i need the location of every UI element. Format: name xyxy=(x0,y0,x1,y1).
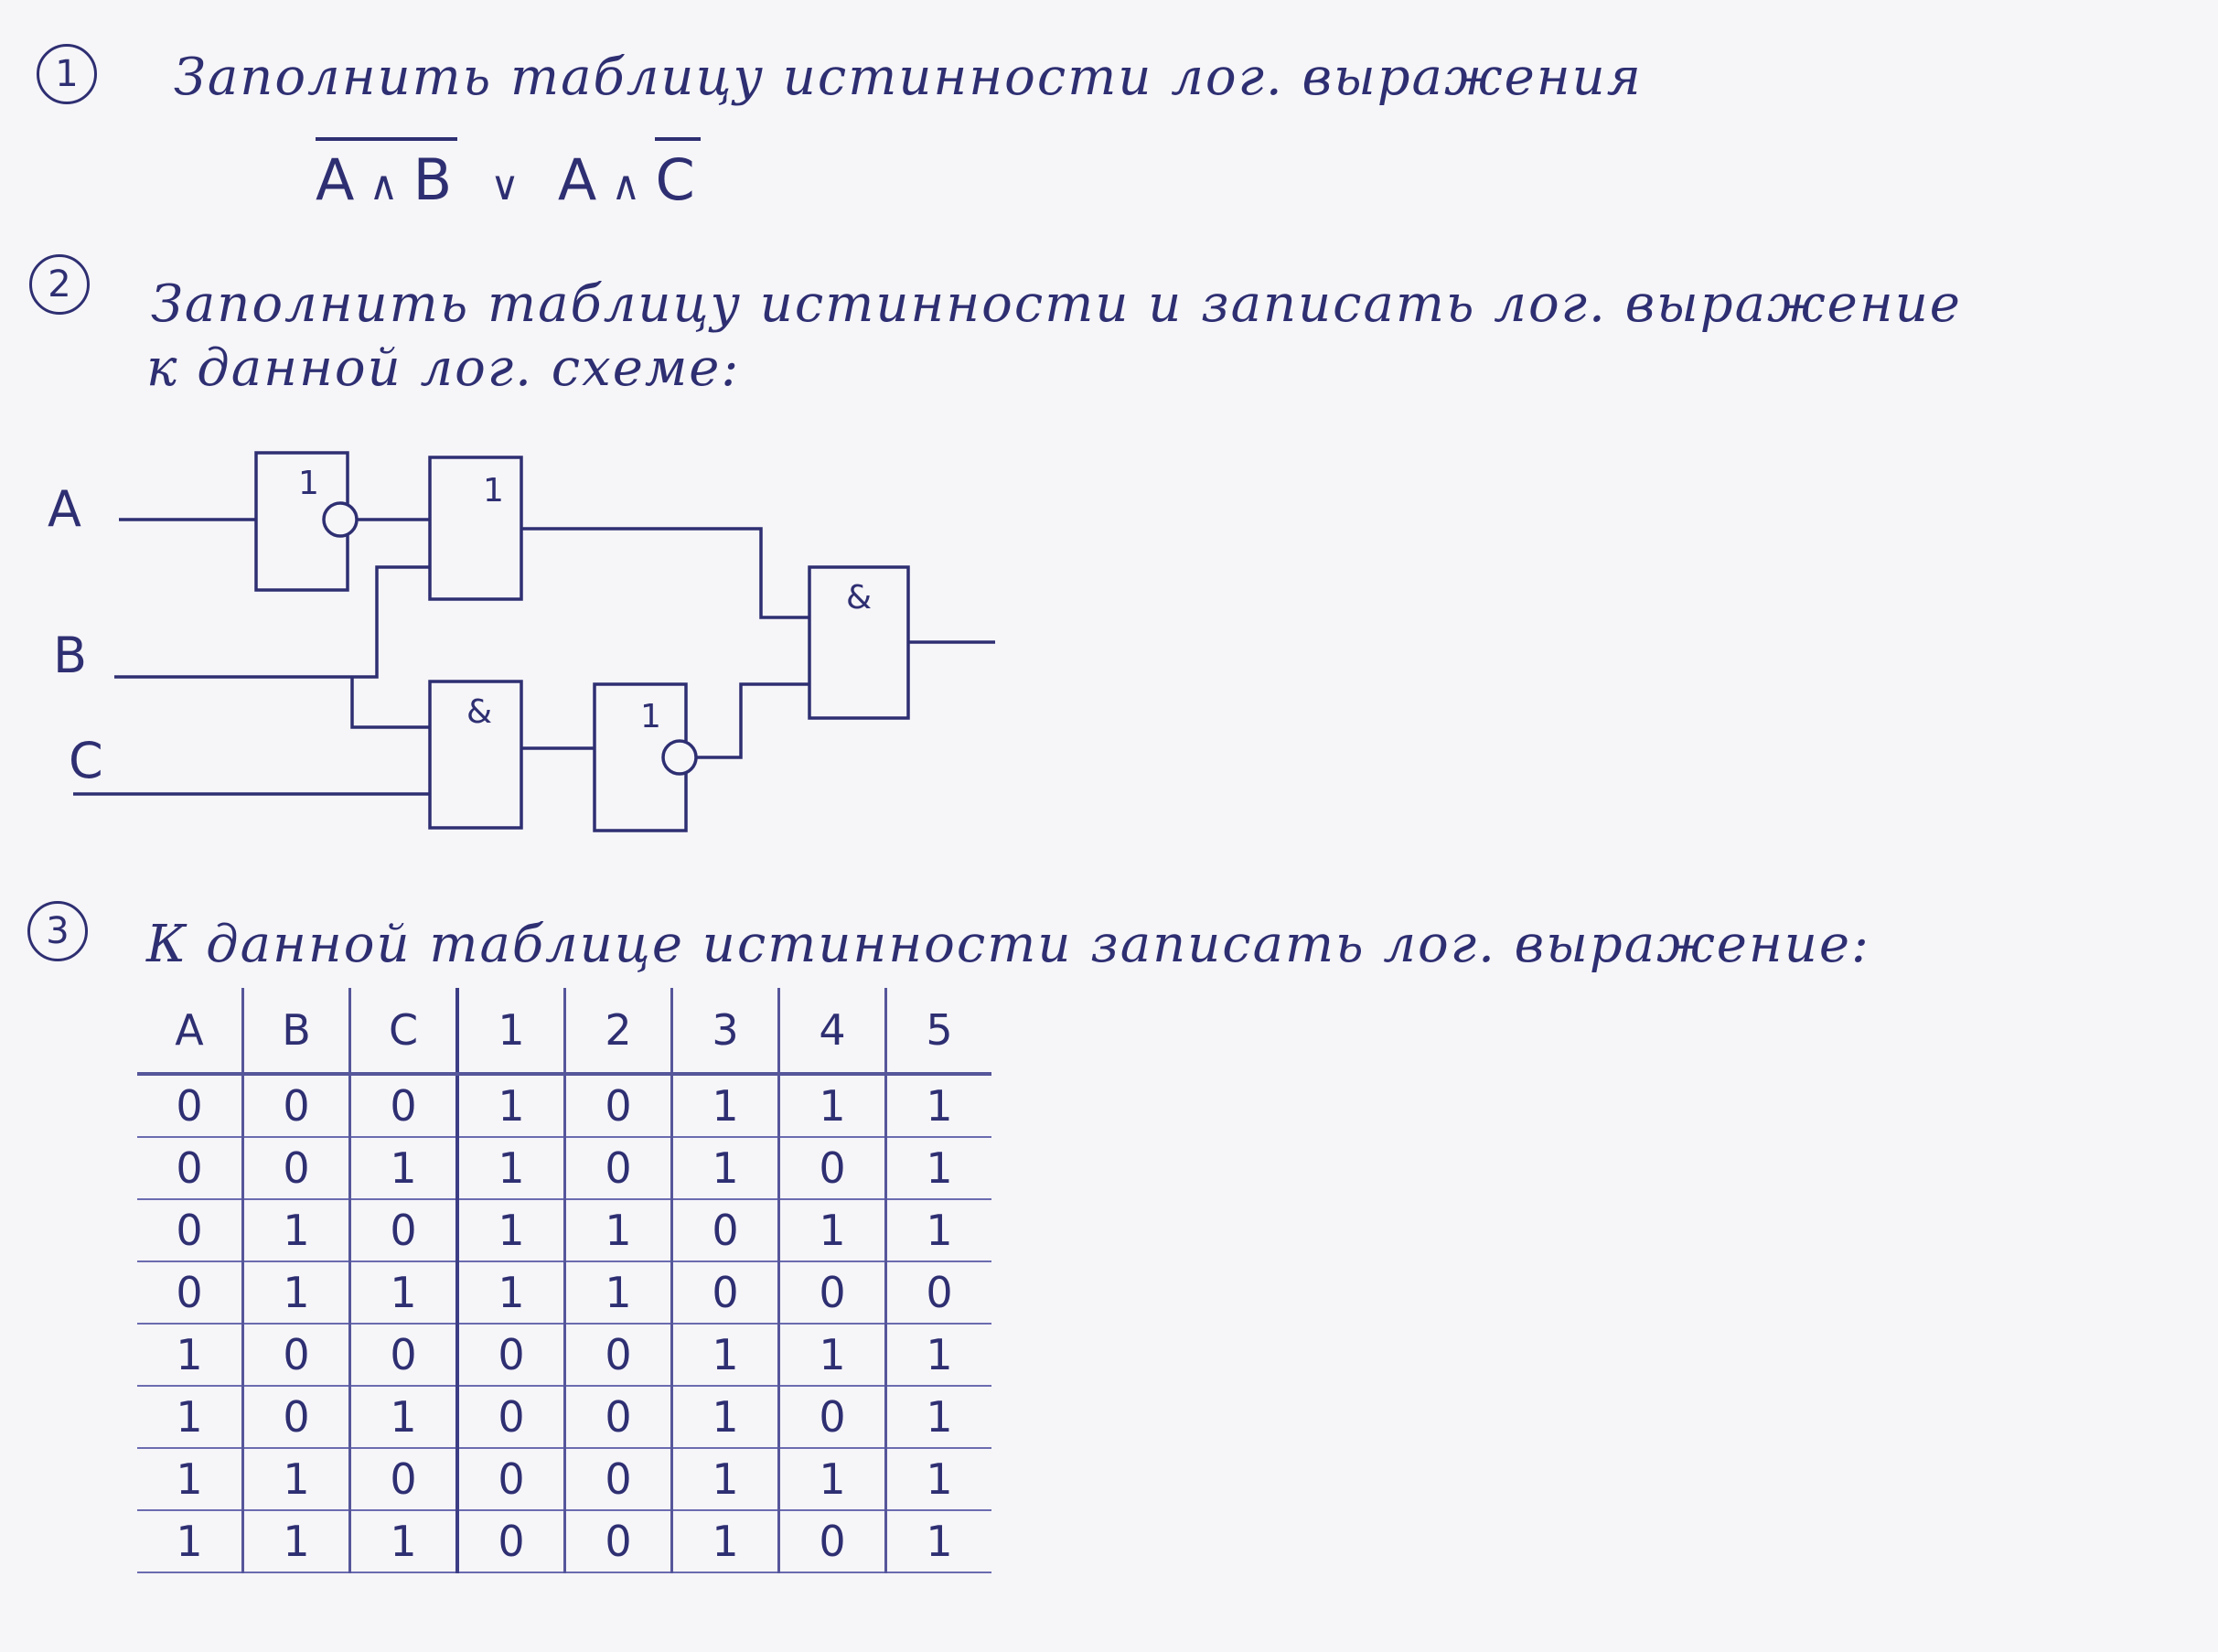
table-cell: 0 xyxy=(350,1074,458,1137)
wire-b-to-or xyxy=(114,567,430,677)
table-cell: 0 xyxy=(350,1448,458,1510)
table-row xyxy=(137,1261,991,1324)
table-cell: 0 xyxy=(565,1386,672,1448)
wire-not2-to-and xyxy=(696,684,809,757)
header-cell: 4 xyxy=(779,988,886,1074)
table-cell: 0 xyxy=(457,1448,565,1510)
or-gate-symbol: 1 xyxy=(483,472,504,510)
table-row xyxy=(137,1386,991,1448)
task1-text: Заполнить таблицу истинности лог. выражения xyxy=(174,48,1643,107)
table-cell: 1 xyxy=(672,1386,779,1448)
table-cell: 0 xyxy=(565,1074,672,1137)
table-cell: 1 xyxy=(137,1510,243,1572)
and-gate-bottom-symbol: & xyxy=(466,693,493,731)
table-cell: 0 xyxy=(137,1137,243,1199)
table-cell: 0 xyxy=(672,1261,779,1324)
table-cell: 1 xyxy=(243,1199,350,1261)
table-cell: 1 xyxy=(243,1510,350,1572)
table-cell: 1 xyxy=(565,1199,672,1261)
negated-term-ab: A ∧ B xyxy=(316,137,457,213)
table-cell: 1 xyxy=(672,1137,779,1199)
task2-number: 2 xyxy=(29,254,90,315)
table-cell: 0 xyxy=(565,1510,672,1572)
input-label-b: B xyxy=(53,627,88,684)
table-cell: 0 xyxy=(137,1261,243,1324)
table-header-row xyxy=(137,988,991,1074)
table-cell: 1 xyxy=(779,1324,886,1386)
and-operator: ∧ xyxy=(611,163,647,209)
table-cell: 0 xyxy=(350,1199,458,1261)
table-cell: 0 xyxy=(672,1199,779,1261)
table-cell: 1 xyxy=(137,1324,243,1386)
task3-number: 3 xyxy=(27,901,88,961)
header-cell: 2 xyxy=(565,988,672,1074)
table-cell: 1 xyxy=(243,1448,350,1510)
table-cell: 1 xyxy=(672,1324,779,1386)
table-cell: 0 xyxy=(457,1324,565,1386)
or-gate xyxy=(430,457,521,599)
table-cell: 0 xyxy=(243,1386,350,1448)
table-cell: 0 xyxy=(565,1448,672,1510)
not-gate-1-bubble xyxy=(324,503,357,536)
table-cell: 0 xyxy=(779,1510,886,1572)
table-cell: 0 xyxy=(137,1199,243,1261)
table-cell: 1 xyxy=(243,1261,350,1324)
header-cell: 5 xyxy=(886,988,992,1074)
table-cell: 1 xyxy=(457,1199,565,1261)
header-cell: A xyxy=(137,988,243,1074)
task3-text: К данной таблице истинности записать лог. выражение: xyxy=(146,915,1870,974)
header-cell: 1 xyxy=(457,988,565,1074)
table-cell: 1 xyxy=(886,1510,992,1572)
table-cell: 1 xyxy=(457,1137,565,1199)
table-cell: 0 xyxy=(457,1510,565,1572)
table-cell: 0 xyxy=(243,1324,350,1386)
task2-line1: Заполнить таблицу истинности и записать лог. выражение xyxy=(151,274,1962,334)
wire-b-to-and xyxy=(352,677,430,727)
negated-c: C xyxy=(655,137,700,213)
table-cell: 0 xyxy=(565,1324,672,1386)
table-cell: 0 xyxy=(243,1137,350,1199)
table-cell: 1 xyxy=(672,1074,779,1137)
table-cell: 1 xyxy=(672,1510,779,1572)
table-row xyxy=(137,1137,991,1199)
table-row xyxy=(137,1510,991,1572)
header-cell: C xyxy=(350,988,458,1074)
table-cell: 1 xyxy=(350,1137,458,1199)
table-cell: 1 xyxy=(672,1448,779,1510)
table-cell: 1 xyxy=(350,1386,458,1448)
table-cell: 0 xyxy=(350,1324,458,1386)
not-gate-2-symbol: 1 xyxy=(640,698,661,735)
table-row xyxy=(137,1074,991,1137)
task1-number: 1 xyxy=(37,44,97,104)
table-cell: 1 xyxy=(779,1199,886,1261)
var-a: A xyxy=(557,146,603,213)
table-cell: 1 xyxy=(457,1074,565,1137)
table-cell: 1 xyxy=(886,1137,992,1199)
table-cell: 1 xyxy=(779,1074,886,1137)
table-cell: 1 xyxy=(350,1261,458,1324)
table-cell: 1 xyxy=(565,1261,672,1324)
not-gate-1-symbol: 1 xyxy=(298,465,319,502)
table-row xyxy=(137,1448,991,1510)
or-operator: ∨ xyxy=(489,163,526,209)
table-cell: 1 xyxy=(886,1386,992,1448)
table-cell: 0 xyxy=(886,1261,992,1324)
wire-or-to-and xyxy=(521,529,809,617)
and-gate-top-symbol: & xyxy=(846,579,873,617)
table-cell: 0 xyxy=(137,1074,243,1137)
table-cell: 1 xyxy=(137,1386,243,1448)
table-cell: 0 xyxy=(779,1261,886,1324)
input-label-c: C xyxy=(69,732,103,789)
table-cell: 1 xyxy=(350,1510,458,1572)
table-cell: 1 xyxy=(457,1261,565,1324)
table-cell: 0 xyxy=(457,1386,565,1448)
table-cell: 1 xyxy=(886,1324,992,1386)
table-cell: 1 xyxy=(137,1448,243,1510)
header-cell: B xyxy=(243,988,350,1074)
input-label-a: A xyxy=(48,480,81,538)
table-cell: 0 xyxy=(779,1386,886,1448)
table-cell: 1 xyxy=(779,1448,886,1510)
header-cell: 3 xyxy=(672,988,779,1074)
table-cell: 1 xyxy=(886,1074,992,1137)
table-cell: 0 xyxy=(243,1074,350,1137)
table-cell: 1 xyxy=(886,1199,992,1261)
table-cell: 0 xyxy=(779,1137,886,1199)
truth-table xyxy=(137,988,991,1573)
not-gate-2-bubble xyxy=(663,741,696,774)
table-cell: 0 xyxy=(565,1137,672,1199)
table-row xyxy=(137,1199,991,1261)
table-row xyxy=(137,1324,991,1386)
table-cell: 1 xyxy=(886,1448,992,1510)
task2-line2: к данной лог. схеме: xyxy=(146,338,741,398)
